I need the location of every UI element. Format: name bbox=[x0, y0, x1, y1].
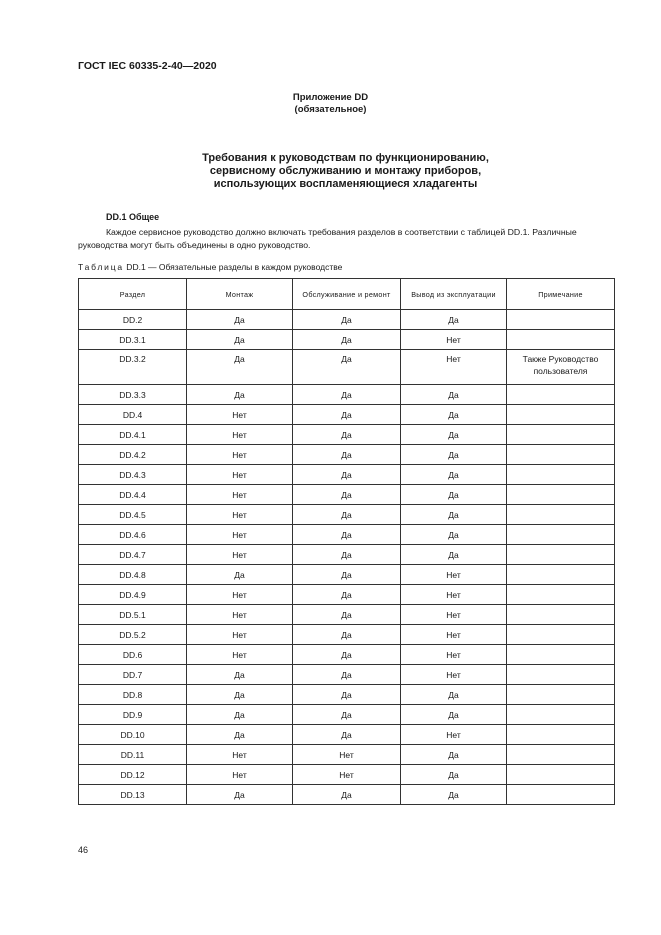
table-cell bbox=[507, 585, 615, 605]
table-row bbox=[79, 310, 615, 330]
table-cell: Нет bbox=[401, 585, 507, 605]
table-cell: DD.7 bbox=[79, 665, 187, 685]
table-cell: DD.3.2 bbox=[79, 350, 187, 385]
title-line: сервисному обслуживанию и монтажу приборов, bbox=[209, 165, 482, 177]
table-row bbox=[79, 725, 615, 745]
table-cell: Да bbox=[293, 545, 401, 565]
table-cell: Нет bbox=[293, 745, 401, 765]
table-cell: Нет bbox=[293, 765, 401, 785]
table-cell bbox=[507, 705, 615, 725]
table-cell: Нет bbox=[187, 445, 293, 465]
table-caption bbox=[78, 262, 342, 272]
table-cell: Да bbox=[187, 330, 293, 350]
table-cell: Да bbox=[187, 350, 293, 385]
table-cell: Да bbox=[187, 385, 293, 405]
table-cell bbox=[507, 725, 615, 745]
table-cell: Да bbox=[293, 385, 401, 405]
table-cell: Да bbox=[293, 505, 401, 525]
table-cell: Да bbox=[401, 765, 507, 785]
table-cell: Да bbox=[401, 465, 507, 485]
table-caption-prefix: Таблица bbox=[78, 262, 124, 272]
table-cell: Нет bbox=[401, 645, 507, 665]
table-cell: Да bbox=[293, 625, 401, 645]
table-cell: Да bbox=[293, 585, 401, 605]
table-cell: Нет bbox=[187, 605, 293, 625]
table-cell: DD.9 bbox=[79, 705, 187, 725]
table-cell: Да bbox=[187, 705, 293, 725]
table-cell: DD.4.8 bbox=[79, 565, 187, 585]
annex-status: (обязательное) bbox=[294, 104, 367, 115]
table-cell: Да bbox=[401, 705, 507, 725]
table-cell: DD.11 bbox=[79, 745, 187, 765]
table-cell: DD.12 bbox=[79, 765, 187, 785]
table-cell: Да bbox=[187, 685, 293, 705]
table-cell: Да bbox=[401, 525, 507, 545]
table-cell: Нет bbox=[187, 505, 293, 525]
table-cell: Да bbox=[293, 350, 401, 385]
table-cell: Да bbox=[293, 525, 401, 545]
table-cell: DD.13 bbox=[79, 785, 187, 805]
table-cell bbox=[507, 465, 615, 485]
table-cell: Нет bbox=[401, 725, 507, 745]
table-cell bbox=[507, 330, 615, 350]
title-line: использующих воспламеняющиеся хладагенты bbox=[213, 178, 478, 190]
table-cell: Да bbox=[187, 725, 293, 745]
table-cell: Да bbox=[293, 725, 401, 745]
table-cell bbox=[507, 485, 615, 505]
table-row bbox=[79, 585, 615, 605]
table-row bbox=[79, 485, 615, 505]
table-cell bbox=[507, 685, 615, 705]
table-cell: Нет bbox=[187, 525, 293, 545]
table-row bbox=[79, 525, 615, 545]
table-cell: DD.4.4 bbox=[79, 485, 187, 505]
table-cell bbox=[507, 565, 615, 585]
table-cell: DD.10 bbox=[79, 725, 187, 745]
table-row bbox=[79, 465, 615, 485]
table-cell: Нет bbox=[187, 465, 293, 485]
table-cell: DD.4.1 bbox=[79, 425, 187, 445]
table-cell: Нет bbox=[187, 585, 293, 605]
table-cell: Да bbox=[293, 445, 401, 465]
document-header: ГОСТ IEC 60335-2-40—2020 bbox=[78, 60, 217, 72]
table-cell: Нет bbox=[187, 625, 293, 645]
table-cell: Нет bbox=[187, 425, 293, 445]
table-row bbox=[79, 425, 615, 445]
table-row bbox=[79, 330, 615, 350]
column-header: Монтаж bbox=[187, 279, 293, 310]
table-cell: Да bbox=[293, 705, 401, 725]
table-row bbox=[79, 505, 615, 525]
table-cell: Да bbox=[401, 545, 507, 565]
table-cell: Да bbox=[293, 485, 401, 505]
table-cell bbox=[507, 625, 615, 645]
table-row bbox=[79, 350, 615, 385]
table-header-row bbox=[79, 279, 615, 310]
table-cell: Нет bbox=[401, 565, 507, 585]
table-row bbox=[79, 385, 615, 405]
table-cell: Да bbox=[187, 310, 293, 330]
table-cell: Да bbox=[401, 485, 507, 505]
title-line: Требования к руководствам по функционированию, bbox=[202, 152, 489, 164]
table-cell bbox=[507, 765, 615, 785]
table-cell: Нет bbox=[187, 405, 293, 425]
table-cell: Да bbox=[293, 665, 401, 685]
table-row bbox=[79, 745, 615, 765]
table-cell bbox=[507, 605, 615, 625]
table-cell: Нет bbox=[401, 605, 507, 625]
table-row bbox=[79, 685, 615, 705]
table-cell: Да bbox=[187, 565, 293, 585]
table-cell: DD.4 bbox=[79, 405, 187, 425]
table-cell: DD.4.9 bbox=[79, 585, 187, 605]
table-row bbox=[79, 445, 615, 465]
requirements-table bbox=[78, 278, 615, 805]
table-cell: Нет bbox=[187, 545, 293, 565]
table-cell: Нет bbox=[401, 625, 507, 645]
table-row bbox=[79, 645, 615, 665]
table-cell: Да bbox=[293, 565, 401, 585]
table-cell: Да bbox=[187, 785, 293, 805]
table-cell bbox=[507, 545, 615, 565]
table-cell: Да bbox=[293, 605, 401, 625]
table-caption-text: DD.1 — Обязательные разделы в каждом руководстве bbox=[123, 262, 343, 272]
table-cell: DD.4.6 bbox=[79, 525, 187, 545]
table-cell: Да bbox=[401, 405, 507, 425]
table-cell: Да bbox=[293, 310, 401, 330]
table-cell: Да bbox=[401, 310, 507, 330]
table-cell bbox=[507, 745, 615, 765]
table-row bbox=[79, 705, 615, 725]
section-paragraph: Каждое сервисное руководство должно включать требования разделов в соответствии с таблицей DD.1. Различные руководства могут быть объединены в одно руководство. bbox=[78, 227, 577, 250]
table-row bbox=[79, 605, 615, 625]
table-cell: Да bbox=[293, 785, 401, 805]
document-title bbox=[0, 152, 661, 191]
table-cell bbox=[507, 665, 615, 685]
table-cell: Нет bbox=[187, 765, 293, 785]
table-cell: Нет bbox=[401, 330, 507, 350]
table-cell: Да bbox=[401, 745, 507, 765]
table-cell: Нет bbox=[187, 645, 293, 665]
column-header: Примечание bbox=[507, 279, 615, 310]
table-cell: DD.4.5 bbox=[79, 505, 187, 525]
table-cell: Да bbox=[293, 330, 401, 350]
table-cell: Да bbox=[293, 685, 401, 705]
table-cell: DD.4.7 bbox=[79, 545, 187, 565]
table-row bbox=[79, 565, 615, 585]
table-cell: Да bbox=[401, 785, 507, 805]
table-cell bbox=[507, 310, 615, 330]
table-cell: Нет bbox=[187, 485, 293, 505]
table-cell: Да bbox=[293, 645, 401, 665]
table-cell: Также Руководство пользователя bbox=[507, 350, 615, 385]
table-cell: Да bbox=[293, 405, 401, 425]
section-heading: DD.1 Общее bbox=[106, 212, 160, 222]
table-cell: Да bbox=[293, 465, 401, 485]
column-header: Вывод из эксплуатации bbox=[401, 279, 507, 310]
table-row bbox=[79, 785, 615, 805]
table-row bbox=[79, 545, 615, 565]
table-cell: DD.5.1 bbox=[79, 605, 187, 625]
table-row bbox=[79, 405, 615, 425]
table-cell bbox=[507, 645, 615, 665]
table-cell: DD.6 bbox=[79, 645, 187, 665]
table-cell: Нет bbox=[401, 350, 507, 385]
table-cell: DD.3.1 bbox=[79, 330, 187, 350]
table-cell bbox=[507, 405, 615, 425]
table-cell bbox=[507, 425, 615, 445]
table-cell bbox=[507, 445, 615, 465]
table-cell: DD.2 bbox=[79, 310, 187, 330]
table-cell: Да bbox=[401, 425, 507, 445]
table-row bbox=[79, 625, 615, 645]
table-cell: Да bbox=[401, 385, 507, 405]
table-cell: Нет bbox=[187, 745, 293, 765]
table-cell: DD.4.3 bbox=[79, 465, 187, 485]
annex-title: Приложение DD bbox=[292, 92, 369, 103]
table-cell bbox=[507, 385, 615, 405]
table-cell: DD.5.2 bbox=[79, 625, 187, 645]
table-cell bbox=[507, 525, 615, 545]
table-cell: DD.8 bbox=[79, 685, 187, 705]
table-cell: Нет bbox=[401, 665, 507, 685]
table-cell bbox=[507, 785, 615, 805]
table-cell: Да bbox=[401, 505, 507, 525]
column-header: Раздел bbox=[79, 279, 187, 310]
table-body bbox=[79, 310, 615, 805]
table-cell: Да bbox=[401, 685, 507, 705]
table-cell: Да bbox=[401, 445, 507, 465]
table-cell bbox=[507, 505, 615, 525]
table-cell: Да bbox=[293, 425, 401, 445]
table-row bbox=[79, 765, 615, 785]
page-number: 46 bbox=[78, 845, 89, 855]
table-cell: DD.3.3 bbox=[79, 385, 187, 405]
table-cell: Да bbox=[187, 665, 293, 685]
column-header: Обслуживание и ремонт bbox=[293, 279, 401, 310]
table-row bbox=[79, 665, 615, 685]
table-cell: DD.4.2 bbox=[79, 445, 187, 465]
